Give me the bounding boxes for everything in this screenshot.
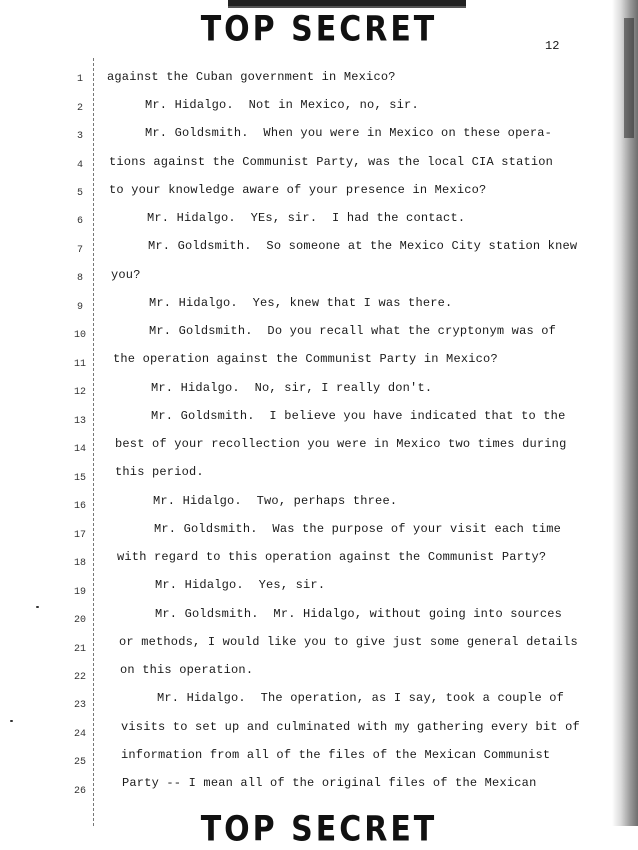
line-number: 22 — [73, 672, 86, 684]
transcript-line: Mr. Hidalgo. Two, perhaps three. — [116, 493, 398, 508]
line-number: 24 — [73, 729, 86, 741]
transcript-line: against the Cuban government in Mexico? — [107, 70, 396, 84]
line-number: 10 — [73, 330, 86, 342]
line-number: 7 — [76, 245, 83, 257]
transcript-line: Mr. Goldsmith. I believe you have indicated that to the — [114, 408, 566, 423]
transcript-line: tions against the Communist Party, was the local CIA station — [109, 154, 554, 169]
line-number: 9 — [76, 301, 83, 313]
line-number: 18 — [73, 558, 86, 570]
transcript-line: this period. — [115, 465, 204, 480]
transcript-line: Mr. Goldsmith. When you were in Mexico on these opera- — [108, 126, 553, 141]
line-number: 5 — [76, 187, 83, 199]
line-number: 13 — [73, 415, 86, 427]
transcript-line: Mr. Goldsmith. Was the purpose of your visit each time — [117, 521, 562, 536]
transcript-line: you? — [111, 267, 141, 282]
transcript-line: the operation against the Communist Party in Mexico? — [113, 352, 498, 367]
transcript-line: Mr. Hidalgo. Yes, knew that I was there. — [112, 295, 453, 310]
line-number: 25 — [73, 757, 86, 769]
line-number: 8 — [76, 273, 83, 285]
page-number: 12 — [545, 39, 560, 53]
transcript-line: or methods, I would like you to give just some general details — [119, 634, 578, 649]
line-number: 23 — [73, 700, 86, 712]
transcript-line: with regard to this operation against the Communist Party? — [117, 550, 547, 565]
line-number: 17 — [73, 529, 86, 541]
line-number: 15 — [73, 472, 86, 484]
line-number: 14 — [73, 444, 86, 456]
classification-stamp-top: TOP SECRET — [200, 9, 438, 50]
transcript-line: Mr. Goldsmith. Do you recall what the cryptonym was of — [112, 324, 557, 339]
line-number: 21 — [73, 643, 86, 655]
transcript-line: Mr. Hidalgo. YEs, sir. I had the contact. — [110, 211, 466, 226]
transcript-line: Mr. Hidalgo. No, sir, I really don't. — [114, 380, 433, 395]
scan-artifact-bar — [228, 0, 466, 8]
line-number: 16 — [73, 501, 86, 513]
transcript-line: Mr. Goldsmith. Mr. Hidalgo, without going into sources — [118, 606, 563, 621]
scan-speck — [10, 720, 13, 722]
transcript-line: Mr. Goldsmith. So someone at the Mexico City station knew — [111, 239, 578, 254]
transcript-line: Party -- I mean all of the original files of the Mexican — [122, 776, 537, 790]
classification-stamp-bottom: TOP SECRET — [200, 809, 438, 850]
transcript-line: to your knowledge aware of your presence in Mexico? — [109, 182, 487, 197]
line-number: 11 — [73, 358, 86, 370]
line-number: 4 — [76, 159, 83, 171]
transcript-line: Mr. Hidalgo. Not in Mexico, no, sir. — [108, 98, 419, 113]
line-number: 12 — [73, 387, 86, 399]
line-number: 26 — [73, 786, 86, 797]
line-number: 6 — [76, 216, 83, 228]
transcript-line: Mr. Hidalgo. Yes, sir. — [118, 578, 326, 593]
line-number: 19 — [73, 586, 86, 598]
scan-edge-shadow — [612, 0, 638, 826]
line-number: 3 — [76, 130, 83, 142]
line-number: 20 — [73, 614, 86, 626]
margin-rule — [93, 58, 94, 826]
transcript-line: best of your recollection you were in Mexico two times during — [115, 437, 567, 452]
line-number: 2 — [76, 102, 83, 114]
transcript-line: Mr. Hidalgo. The operation, as I say, took a couple of — [120, 691, 565, 706]
scan-speck — [36, 606, 39, 608]
line-number: 1 — [76, 74, 83, 85]
transcript-line: information from all of the files of the Mexican Communist — [121, 747, 551, 762]
transcript-line: visits to set up and culminated with my gathering every bit of — [121, 719, 580, 734]
transcript-line: on this operation. — [120, 663, 254, 678]
